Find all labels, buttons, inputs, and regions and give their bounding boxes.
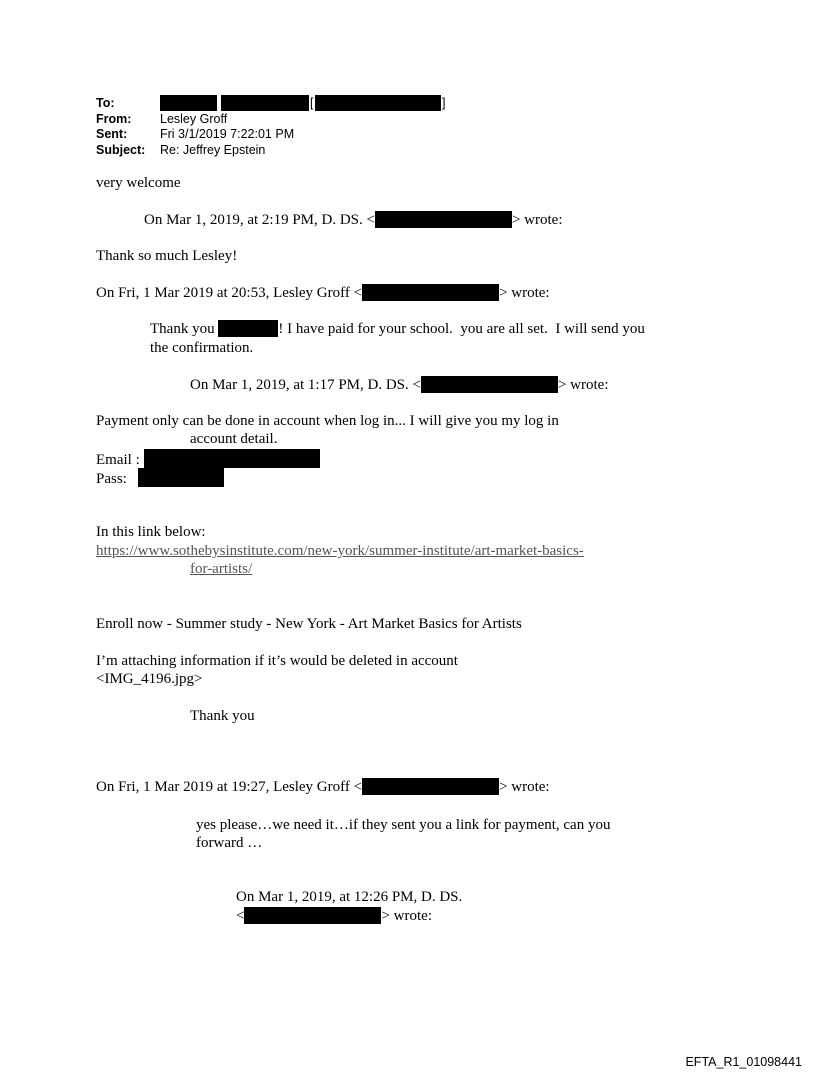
- quote-header-5-line-1: On Mar 1, 2019, at 12:26 PM, D. DS.: [236, 889, 463, 905]
- email-header: [96, 96, 496, 160]
- redacted-email-4: [362, 778, 499, 795]
- thanks-line: Thank so much Lesley!: [96, 248, 238, 264]
- from-value: Lesley Groff: [160, 111, 228, 126]
- enroll-line: Enroll now - Summer study - New York - Art Market Basics for Artists: [96, 616, 522, 632]
- reply-text: very welcome: [96, 175, 181, 191]
- quote-header-2: On Fri, 1 Mar 2019 at 20:53, Lesley Groff < > wrote:: [96, 285, 550, 301]
- to-bracket-close: ]: [442, 96, 446, 110]
- quote-header-3: On Mar 1, 2019, at 1:17 PM, D. DS. < > wrote:: [190, 377, 609, 393]
- payment-line-2: account detail.: [190, 431, 278, 447]
- quote-header-1: On Mar 1, 2019, at 2:19 PM, D. DS. < > wrote:: [144, 212, 563, 228]
- attachment-name: <IMG_4196.jpg>: [96, 671, 203, 687]
- redacted-email-1: [375, 211, 512, 228]
- pass-credential-line: Pass:: [96, 468, 224, 488]
- redacted-to-1: [160, 95, 217, 111]
- redacted-to-3: [315, 95, 441, 111]
- attach-line-1: I’m attaching information if it’s would be deleted in account: [96, 653, 458, 669]
- subject-label: Subject:: [96, 142, 146, 157]
- subject-value: Re: Jeffrey Epstein: [160, 142, 266, 157]
- redacted-login-email: [144, 449, 320, 468]
- yes-line-1: yes please…we need it…if they sent you a link for payment, can you: [196, 817, 611, 833]
- paid-line-1: Thank you ! I have paid for your school. you are all set. I will send you: [150, 321, 645, 337]
- paid-line-2: the confirmation.: [150, 340, 254, 356]
- thank-you-line: Thank you: [190, 708, 255, 724]
- from-label: From:: [96, 111, 132, 126]
- sothebys-link-line-2[interactable]: for-artists/: [190, 561, 253, 577]
- sent-value: Fri 3/1/2019 7:22:01 PM: [160, 127, 295, 141]
- redacted-email-5: [244, 907, 381, 924]
- email-credential-line: Email :: [96, 449, 320, 469]
- payment-line-1: Payment only can be done in account when log in... I will give you my log in: [96, 413, 559, 429]
- document-id: EFTA_R1_01098441: [685, 1055, 802, 1069]
- sothebys-link-line-1[interactable]: https://www.sothebysinstitute.com/new-york/summer-institute/art-market-basics-: [96, 543, 584, 559]
- to-bracket-open: [: [310, 96, 314, 110]
- quote-header-5-line-2: < > wrote:: [236, 908, 432, 924]
- link-intro: In this link below:: [96, 524, 206, 540]
- quote-header-4: On Fri, 1 Mar 2019 at 19:27, Lesley Groff < > wrote:: [96, 779, 550, 795]
- sent-label: Sent:: [96, 127, 128, 141]
- redacted-name: [218, 320, 278, 337]
- yes-line-2: forward …: [196, 835, 263, 851]
- redacted-email-3: [421, 376, 558, 393]
- redacted-password: [138, 468, 224, 487]
- to-label: To:: [96, 96, 115, 110]
- redacted-to-2: [221, 95, 309, 111]
- redacted-email-2: [362, 284, 499, 301]
